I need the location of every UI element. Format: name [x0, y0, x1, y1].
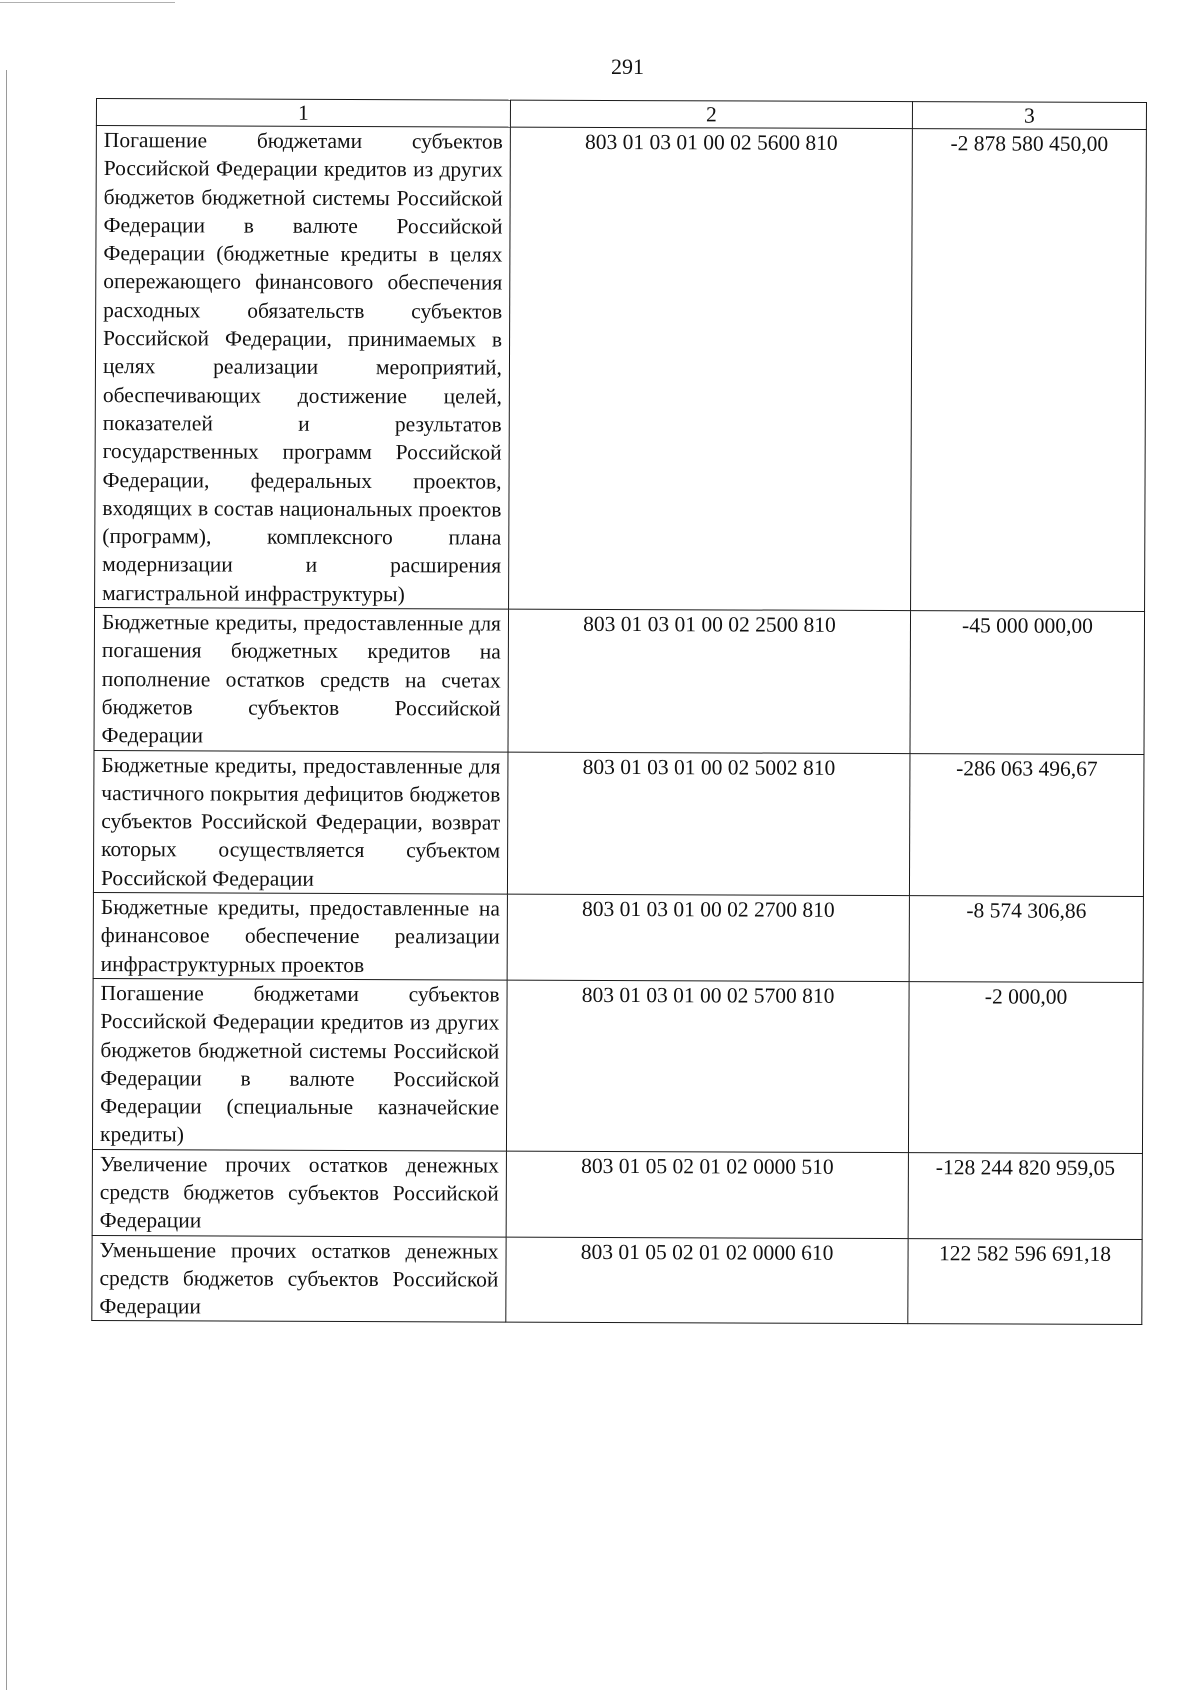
row-amount: -45 000 000,00 — [910, 611, 1145, 754]
scan-edge-top — [0, 2, 175, 3]
row-code: 803 01 03 01 00 02 2700 810 — [507, 894, 909, 981]
table-row — [93, 750, 1144, 897]
row-amount: -128 244 820 959,05 — [908, 1152, 1142, 1239]
table-row — [92, 1149, 1142, 1239]
row-amount: -8 574 306,86 — [909, 896, 1143, 983]
row-code: 803 01 05 02 01 02 0000 510 — [506, 1151, 908, 1238]
row-name: Увеличение прочих остатков денежных средств бюджетов субъектов Российской Федерации — [92, 1149, 506, 1236]
row-amount: -2 878 580 450,00 — [911, 129, 1147, 612]
row-name: Бюджетные кредиты, предоставленные для частичного покрытия дефицитов бюджетов субъектов Российской Федерации, возврат которых осуществляется субъектом Российской Федерации — [93, 750, 508, 894]
table-row — [95, 126, 1147, 612]
row-code: 803 01 03 01 00 02 5600 810 — [509, 127, 913, 611]
table-row — [93, 893, 1143, 983]
column-header-3: 3 — [912, 102, 1146, 130]
table-container — [91, 98, 1146, 1325]
row-name: Бюджетные кредиты, предоставленные на финансовое обеспечение реализации инфраструктурных проектов — [93, 893, 507, 980]
row-name: Уменьшение прочих остатков денежных средств бюджетов субъектов Российской Федерации — [92, 1235, 506, 1322]
row-code: 803 01 03 01 00 02 5002 810 — [507, 752, 910, 896]
row-amount: 122 582 596 691,18 — [908, 1238, 1142, 1325]
header-row — [96, 99, 1146, 130]
budget-sources-table — [91, 98, 1147, 1325]
scan-edge-left — [6, 70, 7, 1690]
row-amount: -2 000,00 — [908, 982, 1143, 1154]
row-name: Бюджетные кредиты, предоставленные для погашения бюджетных кредитов на пополнение остатков средств на счетах бюджетов субъектов Российской Федерации — [94, 608, 509, 752]
column-header-1: 1 — [96, 99, 510, 128]
row-name: Погашение бюджетами субъектов Российской Федерации кредитов из других бюджетов бюджетной системы Российской Федерации в валюте Российской Федерации (специальные казначейские кредиты) — [92, 978, 507, 1150]
table-row — [92, 1235, 1142, 1325]
page-number: 291 — [611, 54, 644, 79]
column-header-2: 2 — [510, 100, 912, 129]
table-header — [96, 99, 1146, 130]
table-body — [92, 126, 1147, 1325]
row-code: 803 01 03 01 00 02 5700 810 — [506, 980, 909, 1152]
row-name: Погашение бюджетами субъектов Российской Федерации кредитов из других бюджетов бюджетной системы Российской Федерации в валюте Российской Федерации (бюджетные кредиты в целях опережающего финансового обеспечения расходных обязательств субъектов Российской Федерации, принимаемых в целях реализации мероприятий, обеспечивающих достижение целей, показателей и результатов государственных программ Российской Федерации, федеральных проектов, входящих в состав национальных проектов (программ), комплексного плана модернизации и расширения магистральной инфраструктуры) — [95, 126, 511, 610]
row-code: 803 01 03 01 00 02 2500 810 — [508, 609, 911, 753]
table-row — [94, 608, 1145, 755]
row-code: 803 01 05 02 01 02 0000 610 — [506, 1237, 908, 1324]
row-amount: -286 063 496,67 — [909, 753, 1144, 896]
table-row — [92, 978, 1143, 1153]
